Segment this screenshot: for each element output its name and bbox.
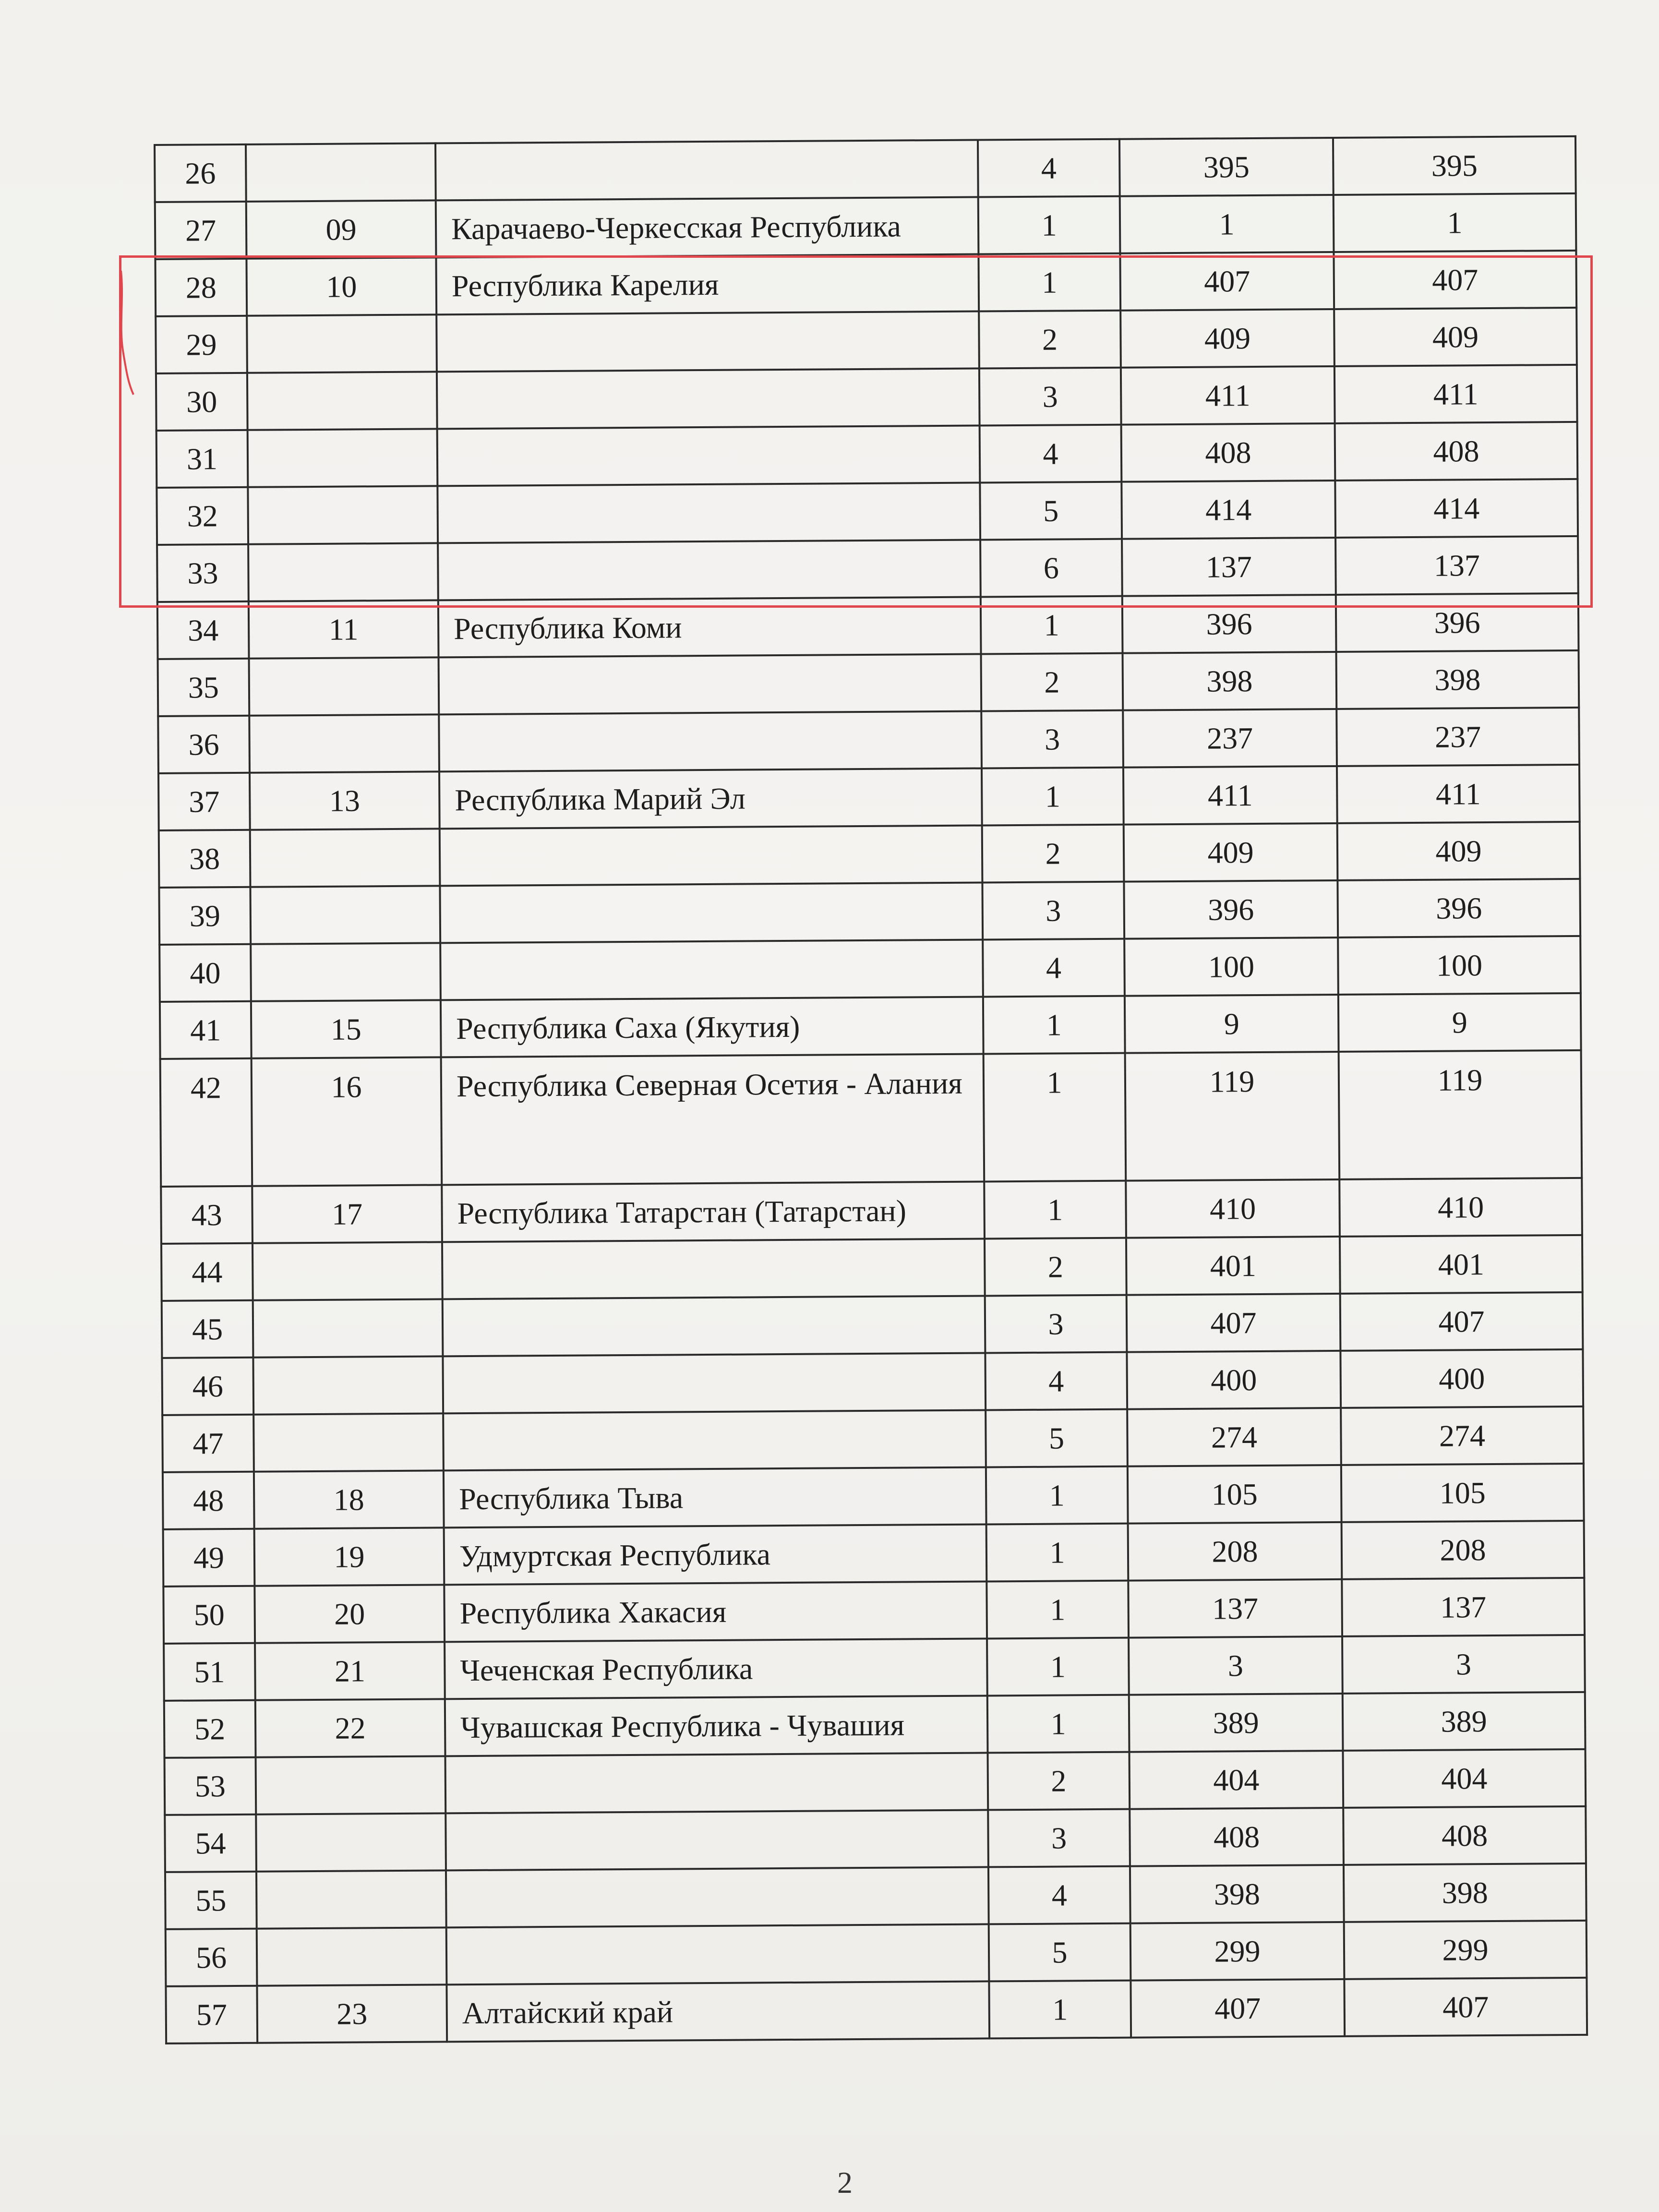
value-cell-2: 408: [1343, 1806, 1586, 1865]
value-cell-2: 274: [1341, 1407, 1584, 1465]
value-cell-2: 407: [1340, 1292, 1583, 1351]
row-number-cell: 30: [156, 373, 248, 431]
item-number-cell: 3: [985, 1295, 1127, 1353]
value-cell-2: 105: [1341, 1464, 1584, 1522]
region-code-cell: 11: [249, 600, 439, 658]
value-cell-1: 299: [1130, 1922, 1345, 1981]
value-cell-2: 395: [1333, 136, 1576, 195]
value-cell-2: 396: [1336, 593, 1579, 652]
table-row: [166, 1921, 1587, 1986]
item-number-cell: 1: [978, 196, 1120, 254]
region-name-cell: [440, 882, 983, 943]
region-name-cell: [435, 140, 978, 201]
table-row: [161, 1178, 1582, 1244]
value-cell-1: 3: [1129, 1636, 1343, 1695]
value-cell-2: 119: [1339, 1050, 1582, 1179]
item-number-cell: 1: [986, 1524, 1129, 1582]
value-cell-2: 408: [1335, 422, 1578, 481]
item-number-cell: 4: [983, 939, 1125, 997]
value-cell-2: 389: [1343, 1692, 1586, 1751]
value-cell-2: 3: [1342, 1635, 1585, 1694]
row-number-cell: 28: [155, 259, 247, 316]
region-name-cell: [442, 1238, 985, 1299]
region-name-cell: [445, 1810, 988, 1870]
region-code-cell: [253, 1299, 443, 1357]
region-name-cell: Республика Хакасия: [444, 1581, 987, 1642]
item-number-cell: 1: [987, 1638, 1129, 1696]
value-cell-1: 396: [1122, 595, 1336, 653]
table-row: [165, 1863, 1587, 1929]
row-number-cell: 47: [162, 1415, 254, 1472]
red-pen-mark: [119, 269, 138, 398]
region-name-cell: [443, 1410, 986, 1470]
region-code-cell: [252, 1242, 443, 1300]
row-number-cell: 55: [165, 1872, 257, 1929]
region-code-cell: 21: [255, 1642, 445, 1700]
row-number-cell: 29: [156, 316, 247, 373]
value-cell-2: 137: [1342, 1578, 1585, 1636]
value-cell-2: 208: [1342, 1521, 1585, 1579]
item-number-cell: 2: [988, 1752, 1130, 1810]
region-code-cell: 23: [257, 1984, 447, 2043]
value-cell-2: 9: [1338, 993, 1581, 1052]
value-cell-2: 409: [1337, 822, 1580, 880]
region-code-cell: 16: [252, 1057, 442, 1186]
region-name-cell: [446, 1924, 989, 1984]
value-cell-2: 411: [1334, 365, 1577, 423]
table-row: [164, 1635, 1585, 1701]
table-row: [162, 1407, 1584, 1472]
value-cell-1: 400: [1127, 1351, 1341, 1409]
table-row: [155, 136, 1576, 202]
value-cell-2: 100: [1338, 936, 1581, 995]
region-name-cell: Удмуртская Республика: [444, 1524, 987, 1585]
value-cell-2: 404: [1343, 1749, 1586, 1808]
row-number-cell: 51: [164, 1643, 255, 1701]
region-name-cell: [439, 711, 982, 771]
table-row: [160, 993, 1581, 1059]
item-number-cell: 1: [984, 1053, 1126, 1182]
region-name-cell: Республика Татарстан (Татарстан): [442, 1181, 985, 1242]
row-number-cell: 44: [161, 1243, 253, 1301]
value-cell-1: 137: [1122, 538, 1336, 596]
row-number-cell: 49: [163, 1529, 255, 1587]
region-name-cell: Республика Карелия: [436, 254, 979, 315]
region-name-cell: Республика Коми: [438, 597, 981, 657]
table-row: [158, 650, 1579, 716]
value-cell-1: 208: [1128, 1522, 1342, 1581]
row-number-cell: 37: [158, 773, 250, 830]
region-code-cell: 20: [254, 1585, 445, 1643]
region-code-cell: [246, 143, 436, 201]
row-number-cell: 42: [160, 1058, 252, 1187]
value-cell-1: 410: [1126, 1179, 1340, 1238]
value-cell-1: 414: [1121, 481, 1335, 539]
value-cell-2: 407: [1344, 1978, 1587, 2036]
item-number-cell: 2: [981, 653, 1123, 711]
value-cell-1: 1: [1120, 195, 1334, 253]
item-number-cell: 4: [980, 425, 1122, 483]
item-number-cell: 1: [978, 253, 1120, 312]
region-code-cell: [253, 1356, 443, 1414]
region-name-cell: [439, 654, 982, 714]
item-number-cell: 2: [982, 825, 1124, 883]
region-name-cell: [443, 1353, 986, 1413]
table-row: [159, 822, 1580, 888]
row-number-cell: 36: [158, 716, 250, 773]
row-number-cell: 48: [163, 1472, 254, 1529]
row-number-cell: 46: [162, 1358, 253, 1415]
item-number-cell: 1: [986, 1581, 1129, 1639]
table-row: [158, 708, 1579, 773]
region-code-cell: 19: [254, 1527, 445, 1586]
region-code-cell: [249, 657, 439, 715]
region-code-cell: [256, 1813, 446, 1871]
region-code-cell: 22: [255, 1699, 445, 1757]
value-cell-1: 408: [1121, 423, 1335, 482]
item-number-cell: 4: [988, 1866, 1130, 1924]
value-cell-1: 137: [1128, 1579, 1342, 1638]
value-cell-1: 105: [1128, 1465, 1342, 1524]
value-cell-2: 409: [1334, 308, 1577, 366]
region-name-cell: Алтайский край: [446, 1981, 989, 2042]
table-row: [160, 1050, 1582, 1187]
region-name-cell: [446, 1867, 989, 1927]
item-number-cell: 1: [984, 1181, 1126, 1239]
value-cell-1: 409: [1124, 823, 1338, 882]
item-number-cell: 5: [986, 1409, 1128, 1467]
item-number-cell: 1: [986, 1467, 1128, 1525]
value-cell-2: 396: [1337, 879, 1580, 938]
row-number-cell: 34: [157, 601, 249, 659]
row-number-cell: 41: [160, 1001, 252, 1059]
table-row: [162, 1292, 1583, 1358]
value-cell-2: 410: [1339, 1178, 1582, 1237]
row-number-cell: 35: [158, 659, 250, 716]
row-number-cell: 45: [162, 1300, 253, 1358]
item-number-cell: 1: [982, 768, 1124, 826]
value-cell-1: 237: [1123, 709, 1337, 768]
value-cell-1: 407: [1120, 252, 1334, 311]
value-cell-2: 398: [1344, 1863, 1587, 1922]
value-cell-1: 411: [1121, 366, 1335, 425]
value-cell-1: 408: [1130, 1808, 1344, 1866]
table-row: [158, 765, 1580, 830]
value-cell-1: 404: [1129, 1751, 1343, 1809]
region-code-cell: 09: [246, 200, 436, 258]
region-code-cell: [257, 1927, 447, 1985]
value-cell-1: 395: [1119, 138, 1334, 196]
red-highlight-box: [119, 255, 1593, 608]
table-row: [164, 1692, 1586, 1758]
item-number-cell: 4: [985, 1352, 1127, 1410]
region-code-cell: 13: [250, 771, 440, 830]
region-name-cell: Республика Саха (Якутия): [441, 997, 984, 1057]
table-row: [165, 1749, 1586, 1815]
region-name-cell: Карачаево-Черкесская Республика: [436, 197, 979, 258]
table-row: [165, 1806, 1586, 1872]
value-cell-1: 398: [1130, 1865, 1344, 1923]
item-number-cell: 1: [981, 596, 1123, 654]
row-number-cell: 50: [163, 1586, 255, 1644]
table-row: [166, 1978, 1587, 2044]
value-cell-2: 299: [1344, 1921, 1587, 1979]
row-number-cell: 54: [165, 1815, 256, 1872]
item-number-cell: 3: [979, 368, 1121, 426]
region-name-cell: Республика Северная Осетия - Алания: [441, 1054, 985, 1185]
value-cell-1: 9: [1125, 995, 1339, 1053]
region-name-cell: [440, 939, 983, 1000]
value-cell-2: 401: [1340, 1235, 1583, 1294]
value-cell-2: 414: [1335, 479, 1578, 538]
row-number-cell: 33: [157, 544, 249, 602]
region-name-cell: Республика Тыва: [444, 1467, 986, 1527]
table-row: [163, 1521, 1585, 1587]
item-number-cell: 1: [987, 1695, 1130, 1753]
value-cell-1: 401: [1126, 1237, 1340, 1295]
value-cell-1: 389: [1129, 1694, 1343, 1752]
region-code-cell: 15: [251, 1000, 441, 1058]
row-number-cell: 40: [159, 944, 251, 1002]
item-number-cell: 5: [989, 1923, 1131, 1982]
value-cell-1: 274: [1127, 1408, 1341, 1467]
table-row: [163, 1578, 1585, 1644]
table-row: [155, 193, 1576, 259]
row-number-cell: 43: [161, 1186, 252, 1244]
value-cell-2: 407: [1334, 251, 1576, 309]
region-code-cell: [253, 1413, 444, 1471]
row-number-cell: 57: [166, 1986, 257, 2044]
item-number-cell: 3: [982, 882, 1124, 940]
value-cell-2: 137: [1335, 536, 1578, 595]
page-number: 2: [837, 2165, 853, 2200]
value-cell-1: 398: [1123, 652, 1337, 710]
region-code-cell: [256, 1870, 446, 1928]
row-number-cell: 56: [166, 1929, 257, 1986]
value-cell-1: 407: [1127, 1294, 1341, 1352]
row-number-cell: 39: [159, 887, 251, 945]
item-number-cell: 3: [981, 710, 1123, 769]
region-code-cell: [250, 886, 440, 944]
table-row: [159, 879, 1580, 945]
value-cell-1: 409: [1120, 309, 1334, 368]
table-row: [163, 1464, 1584, 1529]
item-number-cell: 6: [980, 539, 1122, 597]
value-cell-1: 411: [1123, 766, 1337, 825]
region-code-cell: [256, 1756, 446, 1814]
item-number-cell: 2: [985, 1238, 1127, 1296]
region-name-cell: Чеченская Республика: [445, 1638, 987, 1699]
table-row: [161, 1235, 1583, 1301]
value-cell-2: 237: [1336, 708, 1579, 766]
region-code-cell: 17: [252, 1185, 442, 1243]
region-name-cell: Республика Марий Эл: [439, 768, 982, 829]
table-row: [159, 936, 1581, 1002]
value-cell-1: 396: [1124, 880, 1338, 939]
region-code-cell: [249, 714, 439, 772]
value-cell-2: 398: [1336, 650, 1579, 709]
region-code-cell: 18: [254, 1470, 444, 1528]
row-number-cell: 53: [165, 1757, 256, 1815]
region-name-cell: Чувашская Республика - Чувашия: [445, 1695, 988, 1756]
item-number-cell: 1: [983, 996, 1125, 1054]
item-number-cell: 4: [978, 139, 1120, 197]
item-number-cell: 1: [989, 1981, 1131, 2039]
value-cell-2: 411: [1337, 765, 1580, 823]
region-code-cell: 10: [246, 257, 436, 315]
value-cell-1: 407: [1130, 1979, 1345, 2038]
row-number-cell: 52: [164, 1700, 256, 1758]
region-code-cell: [250, 829, 440, 887]
row-number-cell: 32: [156, 487, 248, 545]
region-name-cell: [440, 825, 983, 886]
value-cell-2: 1: [1334, 193, 1576, 252]
region-name-cell: [445, 1753, 988, 1813]
value-cell-1: 100: [1124, 938, 1338, 996]
value-cell-1: 119: [1125, 1052, 1340, 1181]
value-cell-2: 400: [1340, 1349, 1583, 1408]
row-number-cell: 26: [155, 144, 246, 202]
item-number-cell: 5: [980, 482, 1122, 540]
row-number-cell: 38: [159, 830, 251, 888]
row-number-cell: 31: [156, 430, 248, 488]
item-number-cell: 3: [988, 1809, 1130, 1867]
table-row: [162, 1349, 1583, 1415]
region-code-cell: [251, 943, 441, 1001]
row-number-cell: 27: [155, 202, 247, 259]
region-name-cell: [443, 1296, 986, 1356]
item-number-cell: 2: [979, 311, 1121, 369]
